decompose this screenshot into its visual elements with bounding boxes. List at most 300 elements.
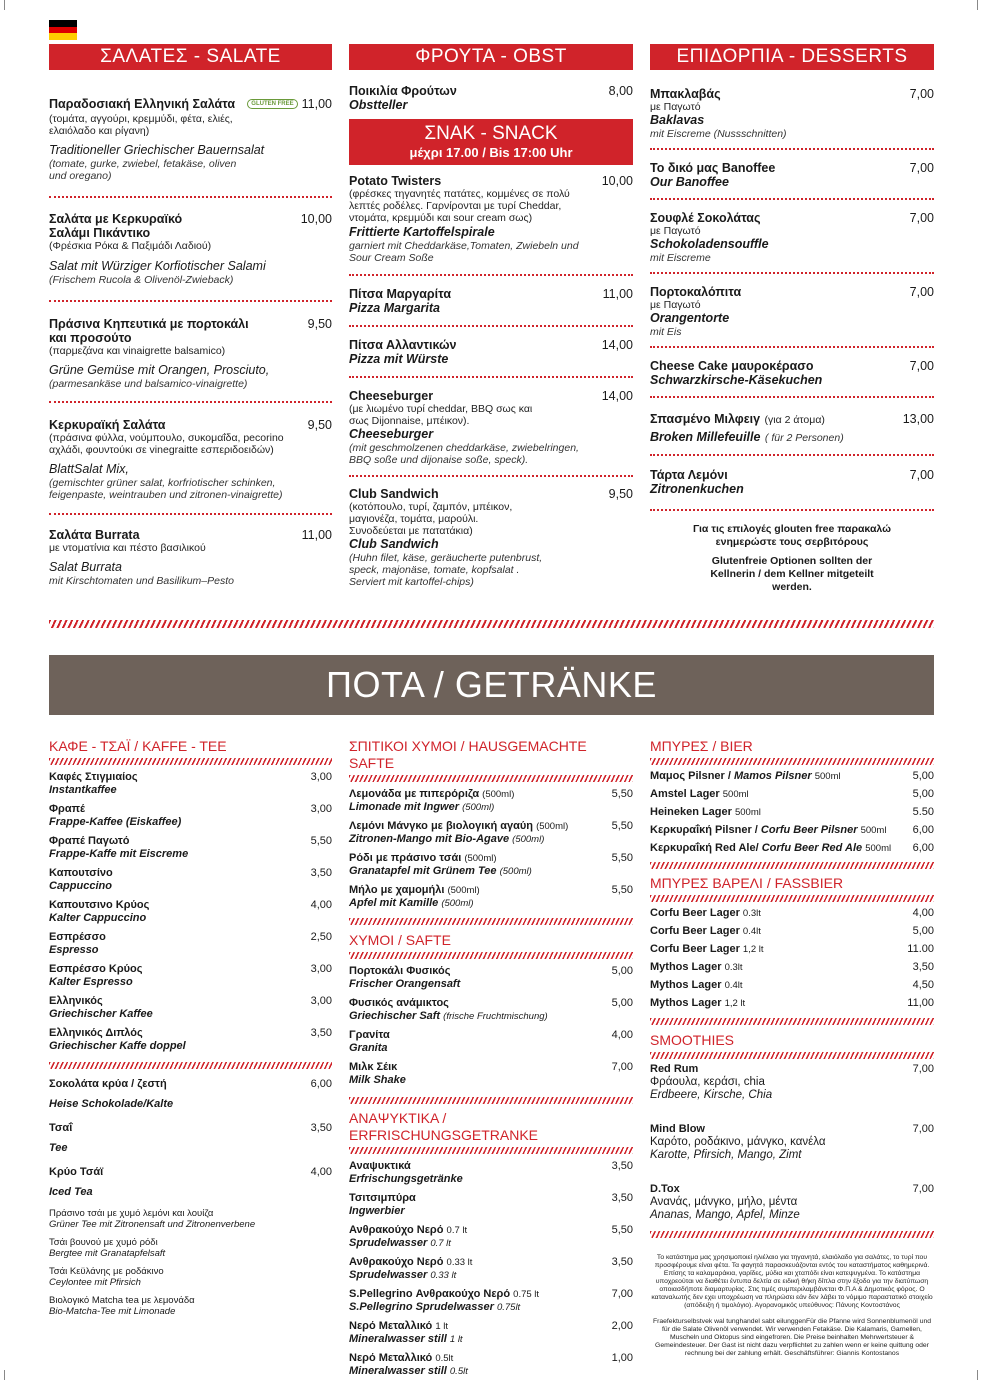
drink-volume: (500ml)	[462, 802, 495, 813]
menu-item	[349, 487, 633, 588]
drink-price: 5,00	[611, 965, 633, 977]
drink-item	[49, 771, 332, 797]
salads-header: ΣΑΛΑΤΕΣ - SALATE	[49, 44, 332, 70]
divider	[650, 454, 934, 456]
divider	[349, 274, 633, 276]
drink-item	[650, 842, 934, 855]
drink-volume: (500ml)	[482, 789, 515, 800]
drink-name-de: Milk Shake	[349, 1074, 406, 1086]
tea-name-de: Bergtee mit Granatapfelsaft	[49, 1248, 166, 1259]
item-name-gr: Παραδοσιακή Ελληνική Σαλάτα	[49, 97, 236, 111]
drink-price: 3,50	[611, 1192, 633, 1204]
drink-item	[349, 965, 633, 991]
item-name-gr: Το δικό μας Banoffee	[650, 161, 776, 175]
drink-volume: (500ml)	[464, 853, 497, 864]
drink-item	[349, 1288, 633, 1314]
hatch-divider	[650, 862, 934, 869]
drink-name-de: Zitronen-Mango mit Bio-Agave	[349, 833, 510, 845]
drink-volume: 500ml	[865, 843, 892, 854]
drink-price: 5.50	[912, 806, 934, 818]
drink-name-de: Espresso	[49, 944, 99, 956]
item-desc-de: mit Eiscreme	[650, 252, 711, 264]
item-desc-gr: με Παγωτό	[650, 299, 701, 311]
tea-option	[49, 1266, 332, 1288]
drink-price: 5,00	[912, 925, 934, 937]
drink-price: 7,00	[912, 1183, 934, 1195]
item-portion-gr: (για 2 άτομα)	[764, 414, 825, 426]
drink-name-de: Corfu Beer Red Ale	[761, 842, 863, 854]
coffee-section	[49, 738, 332, 1317]
drink-name-gr: Ελληνικός Διπλός	[49, 1027, 143, 1039]
drink-volume: 0.3lt	[742, 908, 761, 919]
menu-item	[650, 161, 934, 190]
divider	[650, 198, 934, 200]
item-name-gr: Cheeseburger	[349, 389, 434, 403]
tea-name-de: Ceylontee mit Pfirsich	[49, 1277, 141, 1288]
drink-name-de: Kalter Cappuccino	[49, 912, 147, 924]
drink-volume: 0.75 lt	[513, 1289, 540, 1300]
menu-item	[349, 338, 633, 367]
drink-name-gr: Νερό Μεταλλικό	[349, 1320, 433, 1332]
hatch-divider	[349, 952, 633, 959]
drink-name: D.Tox	[650, 1183, 680, 1195]
drink-volume: 1 lt	[435, 1321, 449, 1332]
drink-price: 11.00	[907, 943, 934, 955]
desserts-header: ΕΠΙΔΟΡΠΙΑ - DESSERTS	[650, 44, 934, 70]
tea-name-gr: Τσάι βουνού με χυμό ρόδι	[49, 1237, 158, 1248]
ingredients-de: Ananas, Mango, Apfel, Minze	[650, 1209, 800, 1221]
drink-price: 3,50	[912, 961, 934, 973]
item-desc-de: (parmesankäse und balsamico-vinaigrette)	[49, 378, 248, 390]
hatch-divider	[349, 1147, 633, 1154]
menu-item	[650, 211, 934, 264]
drink-item	[49, 867, 332, 893]
item-price: 14,00	[601, 338, 633, 352]
drink-item	[349, 1192, 633, 1218]
item-price: 7,00	[909, 285, 934, 299]
drink-volume: 0.33 lt	[446, 1257, 473, 1268]
item-name-de: Baklavas	[650, 113, 705, 127]
drink-item	[49, 931, 332, 957]
item-price: 7,00	[909, 211, 934, 225]
drink-volume: 0.3lt	[724, 962, 743, 973]
drink-volume: 0.7 lt	[446, 1225, 468, 1236]
drink-price: 5,00	[912, 770, 934, 782]
item-name-de: Salat mit Würziger Korfiotischer Salami	[49, 259, 266, 273]
drink-item	[650, 806, 934, 819]
item-name-de: Traditioneller Griechischer Bauernsalat	[49, 143, 265, 157]
menu-item	[650, 285, 934, 338]
drink-item	[49, 803, 332, 829]
drink-name: Κερκυραΐκή Red Ale/	[650, 842, 759, 854]
drink-item	[650, 770, 934, 783]
item-price: 7,00	[909, 87, 934, 101]
drink-volume: 0.4lt	[724, 980, 743, 991]
drink-item	[349, 1320, 633, 1346]
item-name-de: Broken Millefeuille	[650, 430, 761, 444]
ingredients-de: Erdbeere, Kirsche, Chia	[650, 1089, 773, 1101]
separator: /	[724, 770, 735, 782]
gluten-free-icon: GLUTEN FREE	[247, 99, 297, 109]
item-price: 7,00	[909, 468, 934, 482]
drink-price: 3,00	[310, 963, 332, 975]
drink-name-de: Kalter Espresso	[49, 976, 133, 988]
drink-name: Κερκυραΐκή Pilsner	[650, 824, 752, 836]
drink-name-gr: Φραπέ	[49, 803, 85, 815]
drink-item	[49, 1122, 332, 1155]
divider	[349, 325, 633, 327]
drink-volume: 0.5lt	[449, 1366, 468, 1377]
item-price: 8,00	[608, 84, 633, 98]
drink-item	[650, 997, 934, 1010]
divider	[650, 148, 934, 150]
drink-price: 3,50	[310, 867, 332, 879]
hatch-divider	[650, 758, 934, 765]
drink-name-de: Heise Schokolade/Kalte	[49, 1098, 174, 1110]
hatch-divider	[650, 1231, 934, 1238]
drink-price: 4,00	[912, 907, 934, 919]
keg-header: ΜΠΥΡΕΣ ΒΑΡΕΛΙ / FASSBIER	[650, 875, 844, 891]
hatch-divider	[49, 758, 332, 765]
snack-hours: μέχρι 17.00 / Bis 17:00 Uhr	[409, 145, 573, 160]
drink-item	[49, 1078, 332, 1111]
drink-price: 5,00	[912, 788, 934, 800]
drink-item	[650, 1123, 934, 1162]
drink-item	[349, 1061, 633, 1087]
beer-header: ΜΠΥΡΕΣ / BIER	[650, 738, 753, 754]
legal-notice-gr: Το κατάστημα μας χρησιμοποιεί ηλιέλαιο για τηγανητά, ελαιόλαδο για σαλάτες, το τυρί που προσφέρουμε είναι φέτα. Τα φαγητά παρασκευάζονται εντός του καταστήματος καθημερινά. Επίσης τα καλαμαράκια, γαρίδες, μύδια και χταπόδι είναι κατεψυγμένα. Το κατάστημα υποχρεούται να διαθέτει έντυπα δελτία σε ειδική θήκη δίπλα στην έξοδο για την διατύπωση οποιασδήποτε διαμαρτυρίας. Στις τιμές συμπεριλαμβάνεται Φ.Π.Α & Δημοτικός φόρος. Ο καταναλωτής δεν εχει υποχρέωση να πληρώσει εάν δεν λάβει το νόμιμο παραστατικό στοιχείο (απόδειξη ή τιμολόγιο). Αγορανομικός υπεύθυνος: Πάνυης Κοντοστάνος	[651, 1254, 933, 1309]
drink-name-de: Corfu Beer Pilsner	[760, 824, 858, 836]
item-desc-de: garniert mit Cheddarkäse,Tomaten, Zwiebeln und Sour Cream Soße	[349, 240, 579, 264]
drink-price: 5,50	[611, 820, 633, 832]
drink-volume: (500ml)	[512, 834, 545, 845]
drink-name-gr: Ανθρακούχο Νερό	[349, 1224, 444, 1236]
hatch-divider	[650, 895, 934, 902]
divider	[349, 376, 633, 378]
drink-volume: 0.4lt	[742, 926, 761, 937]
drink-item	[349, 1224, 633, 1250]
drink-name-de: Sprudelwasser	[349, 1269, 428, 1281]
item-desc-de: mit Kirschtomaten und Basilikum–Pesto	[49, 575, 234, 587]
desserts-section	[650, 44, 934, 594]
item-name-de: Club Sandwich	[349, 537, 439, 551]
item-desc-de: (mit geschmolzenen cheddarkäse, zwiebelringen, BBQ soße und dijonaise soße, speck).	[349, 442, 579, 466]
soft-drinks-header: ΑΝΑΨΥΚΤΙΚΑ / ERFRISCHUNGSGETRANKE	[349, 1110, 539, 1143]
drink-name-de: Limonade mit Ingwer	[349, 801, 460, 813]
drink-price: 2,50	[310, 931, 332, 943]
menu-item	[650, 468, 934, 497]
drink-item	[49, 835, 332, 861]
item-name-gr: Τάρτα Λεμόνι	[650, 468, 728, 482]
tea-name-gr: Τσάι Κεϋλάνης με ροδάκινο	[49, 1266, 164, 1277]
drink-price: 5,50	[611, 1224, 633, 1236]
menu-item	[650, 87, 934, 140]
salads-section	[49, 44, 332, 587]
item-desc-gr: με Παγωτό	[650, 101, 701, 113]
crop-mark	[4, 0, 12, 10]
drink-volume: (500ml)	[441, 898, 474, 909]
drink-name: Μαμος Pilsner	[650, 770, 725, 782]
drink-name-de: Griechischer Kaffee	[49, 1008, 153, 1020]
drink-name-de: Sprudelwasser	[349, 1237, 428, 1249]
drink-price: 3,00	[310, 803, 332, 815]
beer-section	[650, 738, 934, 1358]
drink-item	[650, 961, 934, 974]
drinks-banner: ΠΟΤΑ / GETRÄNKE	[49, 655, 934, 715]
drink-volume: 0.5lt	[435, 1353, 454, 1364]
snack-header	[349, 119, 633, 165]
item-desc-de: mit Eis	[650, 326, 682, 338]
item-price: 10,00	[601, 174, 633, 188]
item-price: 9,50	[307, 317, 332, 331]
drink-volume: (500ml)	[536, 821, 569, 832]
item-name-de: Cheeseburger	[349, 427, 434, 441]
juices-section	[349, 738, 633, 1378]
item-price: 11,00	[602, 287, 633, 301]
drink-name: Mythos Lager	[650, 961, 722, 973]
drink-item	[650, 1183, 934, 1222]
item-price: 11,00	[301, 97, 332, 111]
drink-name-de: Erfrischungsgetränke	[349, 1173, 463, 1185]
item-price: 9,50	[307, 418, 332, 432]
divider	[650, 346, 934, 348]
drink-item	[349, 788, 633, 814]
drink-item	[650, 979, 934, 992]
tea-option	[49, 1208, 332, 1230]
item-price: 9,50	[608, 487, 633, 501]
item-desc-gr: (φρέσκες τηγανητές πατάτες, κομμένες σε πολύ λεπτές ροδέλες. Γαρνίρονται με τυρί Cheddar, ντομάτα, κρεμμύδι και sour cream σως)	[349, 188, 570, 224]
item-name-de: Zitronenkuchen	[650, 482, 744, 496]
menu-item	[349, 174, 633, 264]
item-price: 14,00	[601, 389, 633, 403]
drink-price: 6,00	[912, 824, 934, 836]
drink-name-de: Cappuccino	[49, 880, 112, 892]
menu-item	[650, 359, 934, 388]
ingredients-gr: Φράουλα, κεράσι, chia	[650, 1076, 765, 1088]
drink-volume: 0.75lt	[496, 1302, 521, 1313]
item-desc-de: (Huhn filet, käse, geräucherte putenbrust, speck, majonäse, tomate, kopfsalat . Serviert mit kartoffel-chips)	[349, 552, 543, 588]
item-name-de: Grüne Gemüse mit Orangen, Prosciuto,	[49, 363, 270, 377]
item-name-gr: Ποικιλία Φρούτων	[349, 84, 457, 98]
drink-name-de: Griechischer Kaffe doppel	[49, 1040, 186, 1052]
drink-name-de: Tee	[49, 1142, 68, 1154]
drink-name-gr: Αναψυκτικά	[349, 1160, 411, 1172]
drink-name-de: Griechischer Saft	[349, 1010, 441, 1022]
drink-price: 1,00	[611, 1352, 633, 1364]
drink-volume: 0.33 lt	[430, 1270, 457, 1281]
crop-mark	[970, 0, 978, 10]
drink-name: Mythos Lager	[650, 997, 722, 1009]
drink-name: Mythos Lager	[650, 979, 722, 991]
item-name-de: Frittierte Kartoffelspirale	[349, 225, 495, 239]
item-name-de: Schwarzkirsche-Käsekuchen	[650, 373, 823, 387]
divider	[49, 300, 332, 302]
drink-price: 7,00	[912, 1063, 934, 1075]
item-name-gr: Potato Twisters	[349, 174, 442, 188]
drink-price: 2,00	[611, 1320, 633, 1332]
drink-name-gr: Ρόδι με πράσινο τσάι	[349, 852, 462, 864]
drink-price: 5,50	[611, 852, 633, 864]
divider	[650, 396, 934, 398]
drink-name-de: Instantkaffee	[49, 784, 117, 796]
drink-price: 5,50	[611, 884, 633, 896]
drink-volume: 1,2 lt	[742, 944, 764, 955]
drink-volume: 1 lt	[449, 1334, 463, 1345]
drink-name: Mind Blow	[650, 1123, 705, 1135]
drink-item	[349, 884, 633, 910]
tea-name-de: Bio-Matcha-Tee mit Limonade	[49, 1306, 176, 1317]
item-price: 10,00	[300, 212, 332, 226]
drink-name-de: Granita	[349, 1042, 388, 1054]
item-desc-de: (tomate, gurke, zwiebel, fetakäse, oliven und oregano)	[49, 158, 237, 182]
drink-volume: 1,2 lt	[724, 998, 746, 1009]
divider	[49, 196, 332, 198]
drink-name: Red Rum	[650, 1063, 699, 1075]
drink-name-de: S.Pellegrino Sprudelwasser	[349, 1301, 494, 1313]
ingredients-gr: Καρότο, ροδάκινο, μάνγκο, κανέλα	[650, 1136, 826, 1148]
drink-item	[650, 943, 934, 956]
menu-item	[650, 410, 934, 446]
item-name-de: Obstteller	[349, 98, 408, 112]
item-name-de: BlattSalat Mix,	[49, 462, 129, 476]
item-name-gr: Σαλάτα Burrata	[49, 528, 140, 542]
drink-item	[49, 995, 332, 1021]
drink-item	[650, 788, 934, 801]
drink-volume: (500ml)	[499, 866, 532, 877]
item-desc-de: mit Eiscreme (Nussschnitten)	[650, 128, 787, 140]
drink-name-gr: Ανθρακούχο Νερό	[349, 1256, 444, 1268]
drink-price: 5,50	[310, 835, 332, 847]
drink-price: 3,50	[310, 1122, 332, 1134]
crop-mark	[4, 1370, 12, 1380]
drink-name-gr: Μήλο με χαμομήλι	[349, 884, 445, 896]
drink-name-de: Apfel mit Kamille	[349, 897, 439, 909]
item-name-gr: Μπακλαβάς	[650, 87, 721, 101]
drink-name-gr: Ελληνικός	[49, 995, 103, 1007]
drink-price: 3,00	[310, 995, 332, 1007]
drink-price: 11,00	[907, 997, 934, 1009]
drink-name-de: Mineralwasser still	[349, 1333, 447, 1345]
gluten-notice-de: Glutenfreie Optionen sollten der Kellnerin / dem Kellner mitgeteilt werden.	[710, 555, 874, 593]
item-name-gr: Σουφλέ Σοκολάτας	[650, 211, 761, 225]
tea-option	[49, 1237, 332, 1259]
menu-item	[49, 317, 332, 390]
fruits-header: ΦΡΟΥΤΑ - OBST	[349, 44, 633, 70]
item-price: 13,00	[902, 412, 934, 426]
menu-item	[349, 287, 633, 316]
drink-name-gr: S.Pellegrino Ανθρακούχο Νερό	[349, 1288, 511, 1300]
drink-price: 3,50	[611, 1256, 633, 1268]
drink-name-gr: Φραπέ Παγωτό	[49, 835, 130, 847]
drink-item	[49, 899, 332, 925]
drink-name: Corfu Beer Lager	[650, 925, 740, 937]
drink-item	[49, 1166, 332, 1199]
drink-item	[349, 1160, 633, 1186]
item-desc-gr: με Παγωτό	[650, 225, 701, 237]
item-name-gr: Πράσινα Κηπευτικά με πορτοκάλι και προσούτο	[49, 317, 249, 345]
drink-volume: 500ml	[722, 789, 749, 800]
drink-name-de: Iced Tea	[49, 1186, 93, 1198]
drink-name: Heineken Lager	[650, 806, 732, 818]
drink-name-gr: Καπουτσινο Κρύος	[49, 899, 150, 911]
item-price: 11,00	[301, 528, 332, 542]
menu-item	[349, 389, 633, 466]
drink-name-gr: Λεμονάδα με πιπερόριζα	[349, 788, 480, 800]
drink-price: 4,00	[611, 1029, 633, 1041]
drink-price: 3,50	[310, 1027, 332, 1039]
divider	[49, 513, 332, 515]
drink-name-de: Frappe-Kaffee (Eiskaffee)	[49, 816, 182, 828]
item-name-gr: Σπασμένο Μιλφειγ	[650, 412, 761, 426]
menu-item	[349, 84, 633, 113]
drink-name: Amstel Lager	[650, 788, 720, 800]
item-desc-gr: (τομάτα, αγγούρι, κρεμμύδι, φέτα, ελιές, ελαιόλαδο και ρίγανη)	[49, 113, 233, 137]
drink-name-gr: Λεμόνι Μάνγκο με βιολογική αγαύη	[349, 820, 533, 832]
drink-item	[349, 1352, 633, 1378]
ingredients-de: Karotte, Pfirsich, Mango, Zimt	[650, 1149, 802, 1161]
drink-name-gr: Σοκολάτα κρύα / ζεστή	[49, 1078, 167, 1090]
hatch-divider	[49, 620, 934, 628]
drink-item	[349, 852, 633, 878]
hatch-divider	[349, 1097, 633, 1104]
item-name-de: Pizza mit Würste	[349, 352, 449, 366]
drink-price: 5,00	[611, 997, 633, 1009]
smoothies-header: SMOOTHIES	[650, 1032, 735, 1048]
divider	[49, 401, 332, 403]
item-name-gr: Cheese Cake μαυροκέρασο	[650, 359, 814, 373]
coffee-header: ΚΑΦΕ - ΤΣΑΪ / KAFFE - TEE	[49, 738, 227, 754]
item-desc-gr: (παρμεζάνα και vinaigrette balsamico)	[49, 345, 226, 357]
homemade-header: ΣΠΙΤΙΚΟΙ ΧΥΜΟΙ / HAUSGEMACHTE SAFTE	[349, 738, 587, 771]
drink-item	[49, 1027, 332, 1053]
tea-name-de: Grüner Tee mit Zitronensaft und Zitronenverbene	[49, 1219, 256, 1230]
tea-name-gr: Πράσινο τσάι με χυμό λεμόνι και λουίζα	[49, 1208, 214, 1219]
drink-name-gr: Εσπρέσσο	[49, 931, 106, 943]
item-desc-gr: (κοτόπουλο, τυρί, ζαμπόν, μπέικον, μαγιονέζα, τομάτα, μαρούλι. Συνοδεύεται με πατατάκια)	[349, 501, 513, 537]
hatch-divider	[650, 1052, 934, 1059]
fruits-snack-section	[349, 44, 633, 588]
drink-name-gr: Εσπρέσσο Κρύος	[49, 963, 143, 975]
drink-name: Corfu Beer Lager	[650, 907, 740, 919]
item-price: 7,00	[909, 161, 934, 175]
menu-item	[49, 418, 332, 501]
divider	[650, 272, 934, 274]
hatch-divider	[349, 918, 633, 925]
drink-price: 3,00	[310, 771, 332, 783]
drink-item	[650, 925, 934, 938]
drink-name-gr: Φυσικός ανάμικτος	[349, 997, 449, 1009]
drink-name-gr: Μιλκ Σέικ	[349, 1061, 398, 1073]
drink-name-de: Ingwerbier	[349, 1205, 405, 1217]
drink-volume: 500ml	[814, 771, 841, 782]
hatch-divider	[650, 1018, 934, 1025]
german-flag-icon[interactable]	[49, 20, 77, 40]
drink-volume: (500ml)	[447, 885, 480, 896]
menu-item	[49, 212, 332, 286]
divider	[349, 475, 633, 477]
menu-item	[49, 95, 332, 182]
drink-item	[650, 907, 934, 920]
drink-price: 6,00	[912, 842, 934, 854]
drink-price: 5,50	[611, 788, 633, 800]
drink-volume: 0.7 lt	[430, 1238, 451, 1249]
hatch-divider	[49, 1062, 332, 1069]
item-name-de: Salat Burrata	[49, 560, 122, 574]
item-name-gr: Πίτσα Μαργαρίτα	[349, 287, 452, 301]
drink-name-de: Mineralwasser still	[349, 1365, 447, 1377]
item-price: 7,00	[909, 359, 934, 373]
drink-item	[349, 820, 633, 846]
